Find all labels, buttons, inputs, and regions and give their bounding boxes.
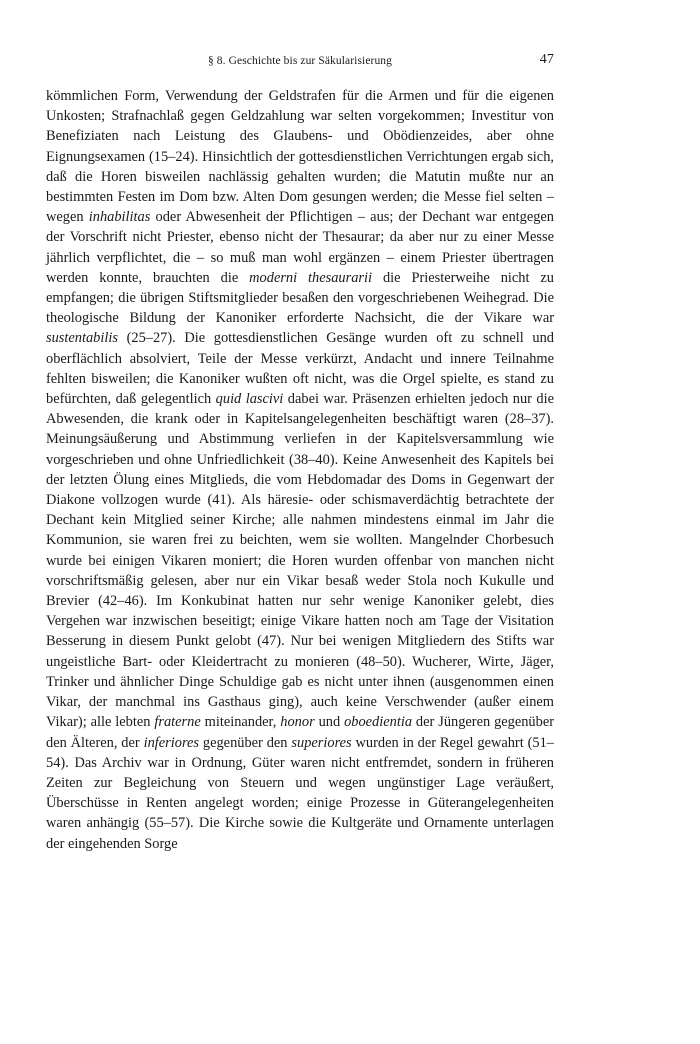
text-run: gegenüber den bbox=[199, 734, 292, 751]
italic-term: inferiores bbox=[143, 734, 200, 751]
text-run: die Priesterweihe nicht zu empfangen; die übrigen Stiftsmitglieder besaßen den vorgeschriebenen Weihegrad. Die theologische Bildung der Kanoniker erforderte Nachsicht, die der Vikare war bbox=[46, 269, 554, 327]
text-run: der Jüngeren gegenüber den Älteren, der bbox=[46, 714, 555, 751]
italic-term: oboedientia bbox=[344, 714, 413, 731]
text-run: wurden in der Regel gewahrt (51–54). Das Archiv war in Ordnung, Güter waren nicht entfremdet, sondern in früheren Zeiten zur Begleichung von Steuern und wegen ungünstiger Lage veräußert, Überschüsse in Renten angelegt worden; einige Prozesse in Güterangelegenheiten waren anhängig (55–57). Die Kirche sowie die Kultgeräte und Ornamente unterlagen der eingehenden Sorge bbox=[46, 734, 554, 852]
text-run: (25–27). Die gottesdienstlichen Gesänge wurden oft zu schnell und oberflächlich absolviert, Teile der Messe verkürzt, Andacht und innere Teilnahme fehlten bisweilen; die Kanoniker wußten oft nicht, was die Orgel spielte, es stand zu befürchten, daß gelegentlich bbox=[46, 330, 554, 408]
italic-term: moderni thesaurarii bbox=[249, 269, 373, 286]
italic-term: sustentabilis bbox=[46, 330, 118, 347]
italic-term: superiores bbox=[291, 734, 352, 751]
body-paragraph bbox=[46, 86, 554, 854]
text-run: und bbox=[314, 714, 345, 731]
running-title: § 8. Geschichte bis zur Säkularisierung bbox=[207, 55, 393, 67]
text-run: dabei war. Präsenzen erhielten jedoch nur die Abwesenden, die krank oder in Kapitelsangelegenheiten beschäftigt waren (28–37). Meinungsäußerung und Abstimmung verliefen in der Kapitelsversammlung wie vorgeschrieben und ohne Unfriedlichkeit (38–40). Keine Anwesenheit des Kapitels bei der letzten Ölung eines Mitglieds, die vom Hebdomadar des Doms in Gegenwart der Diakone vollzogen wurde (41). Als häresie- oder schismaverdächtig betrachtete der Dechant kein Mitglied seiner Kirche; alle nahmen mindestens einmal im Jahr die Kommunion, sie waren frei zu beichten, wem sie wollten. Mangelnder Chorbesuch wurde bei einigen Vikaren moniert; die Horen wurden offenbar von manchen nicht vorschriftsmäßig gelesen, aber nur ein Vikar besaß weder Stola noch Kukulle und Brevier (42–46). Im Konkubinat hatten nur sehr wenige Kanoniker gelebt, dies Vergehen war inzwischen beseitigt; einige Vikare hatten noch am Tage der Visitation Besserung in diesem Punkt gelobt (47). Nur bei wenigen Mitgliedern des Stifts war ungeistliche Bart- oder Kleidertracht zu monieren (48–50). Wucherer, Wirte, Jäger, Trinker und ähnlicher Dinge Schuldige gab es nicht unter ihnen (ausgenommen einen Vikar, der manchmal ins Gasthaus ging), auch keine Verschwender (außer einem Vikar); alle lebten bbox=[46, 391, 554, 731]
italic-term: inhabilitas bbox=[88, 209, 151, 226]
text-run: kömmlichen Form, Verwendung der Geldstrafen für die Armen und für die eigenen Unkosten; Strafnachlaß gegen Geldzahlung war selten vorgekommen; Investitur von Benefiziaten nach Leistung des Glaubens- und Obödienzeides, aber ohne Eignungsexamen (15–24). Hinsichtlich der gottesdienstlichen Verrichtungen ergab sich, daß die Horen bisweilen nachlässig gehalten wurden; die Matutin mußte nur an bestimmten Festen im Dom bzw. Alten Dom gesungen werden; die Messe fiel selten – wegen bbox=[46, 88, 554, 226]
italic-term: quid lascivi bbox=[215, 391, 284, 408]
page-number: 47 bbox=[539, 52, 554, 67]
italic-term: honor bbox=[280, 714, 315, 731]
book-page bbox=[46, 52, 554, 854]
running-head bbox=[46, 52, 554, 72]
italic-term: fraterne bbox=[154, 714, 201, 731]
text-run: oder Abwesenheit der Pflichtigen – aus; der Dechant war entgegen der Vorschrift nicht Priester, ebenso nicht der Thesaurar; da aber nur zu einer Messe jährlich verpflichtet, die – so muß man wohl ergänzen – einem Priester übertragen werden konnte, brauchten die bbox=[46, 209, 554, 286]
text-run: miteinander, bbox=[200, 714, 281, 731]
